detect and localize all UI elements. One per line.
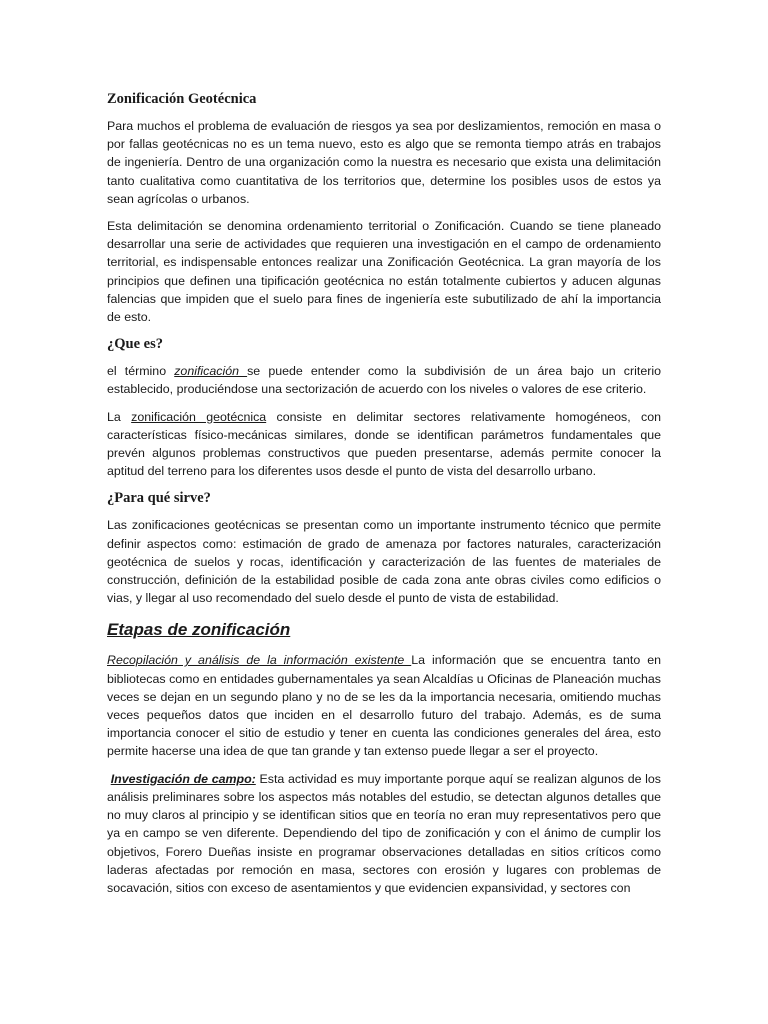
stage-investigacion-paragraph <box>107 770 661 897</box>
delimitation-paragraph: Esta delimitación se denomina ordenamiento territorial o Zonificación. Cuando se tiene planeado desarrollar una serie de actividades que requieren una investigación en el campo de ordenamiento territorial, es indispensable entonces realizar una Zonificación Geotécnica. La gran mayoría de los principios que definen una tipificación geotécnica no están totalmente cubiertos y aducen algunas falencias que impiden que el suelo para fines de ingeniería este subutilizado de ahí la importancia de esto. <box>107 219 661 325</box>
stage-investigacion-label: Investigación de campo: <box>110 771 256 786</box>
stage-recopilacion-label: Recopilación y análisis de la información existente <box>107 653 412 668</box>
question-para-que-sirve-heading: ¿Para qué sirve? <box>107 490 211 507</box>
definition-pre: el término <box>107 364 175 379</box>
intro-paragraph: Para muchos el problema de evaluación de riesgos ya sea por deslizamientos, remoción en masa o por fallas geotécnicas no es un tema nuevo, esto es algo que se remonta tiempo atrás en trabajos de ingeniería. Dentro de una organización como la nuestra es necesario que exista una delimitación tanto cualitativa como cuantitativa de los territorios que, determine los posibles usos de estos ya sean agrícolas o urbanos. <box>107 119 661 206</box>
stage-investigacion-text: Esta actividad es muy importante porque aquí se realizan algunos de los análisis preliminares sobre los aspectos más notables del estudio, se detectan algunos detalles que no muy claros al principio y se identifican sitios que en teoría no eran muy representativos pero que ya en campo se ven diferente. Dependiendo del tipo de zonificación y con el ánimo de cumplir los objetivos, Forero Dueñas insiste en programar observaciones detalladas en sitios críticos como laderas afectadas por remoción en masa, sectores con erosión y lugares con problemas de socavación, sitios con exceso de asentamientos y que evidencien expansividad, y sectores con <box>107 771 662 895</box>
definition-paragraph <box>107 362 661 398</box>
document-page <box>107 90 661 906</box>
question-que-es-heading: ¿Que es? <box>107 336 163 353</box>
stage-recopilacion-text: La información que se encuentra tanto en bibliotecas como en entidades gubernamentales ya sean Alcaldías u Oficinas de Planeación muchas veces se dejan en un segundo plano y no de se les da la importancia necesaria, omitiendo muchas veces pequeños datos que inciden en el desarrollo futuro del trabajo. Además, es de suma importancia conocer el sitio de estudio y tener en cuenta las condiciones generales del área, esto permite hacerse una idea de que tan grande y tan extenso puede llegar a ser el proyecto. <box>107 653 661 759</box>
geotechnical-post: consiste en delimitar sectores relativamente homogéneos, con características físico-mecánicas similares, donde se identifican parámetros fundamentales que prevén algunos problemas constructivos que pueden presentarse, además permite conocer la aptitud del terreno para los diferentes usos desde el punto de vista del desarrollo urbano. <box>107 409 661 479</box>
definition-post: se puede entender como la subdivisión de un área bajo un criterio establecido, produciéndose una sectorización de acuerdo con los niveles o valores de ese criterio. <box>107 364 661 397</box>
stage-recopilacion-paragraph <box>107 651 661 760</box>
term-zonificacion-geotecnica: zonificación geotécnica <box>131 409 267 424</box>
geotechnical-zoning-paragraph <box>107 408 661 481</box>
geotechnical-pre: La <box>107 409 132 424</box>
term-zonificacion: zonificación <box>174 364 248 379</box>
uses-paragraph: Las zonificaciones geotécnicas se presentan como un importante instrumento técnico que permite definir aspectos como: estimación de grado de amenaza por factores naturales, caracterización geotécnica de suelos y rocas, identificación y caracterización de las fuentes de materiales de construcción, definición de la estabilidad posible de cada zona ante obras civiles como edificios o vias, y llegar al uso recomendado del suelo desde el punto de vista de estabilidad. <box>107 518 661 606</box>
document-title: Zonificación Geotécnica <box>107 91 257 107</box>
section-title-etapas: Etapas de zonificación <box>107 620 291 640</box>
